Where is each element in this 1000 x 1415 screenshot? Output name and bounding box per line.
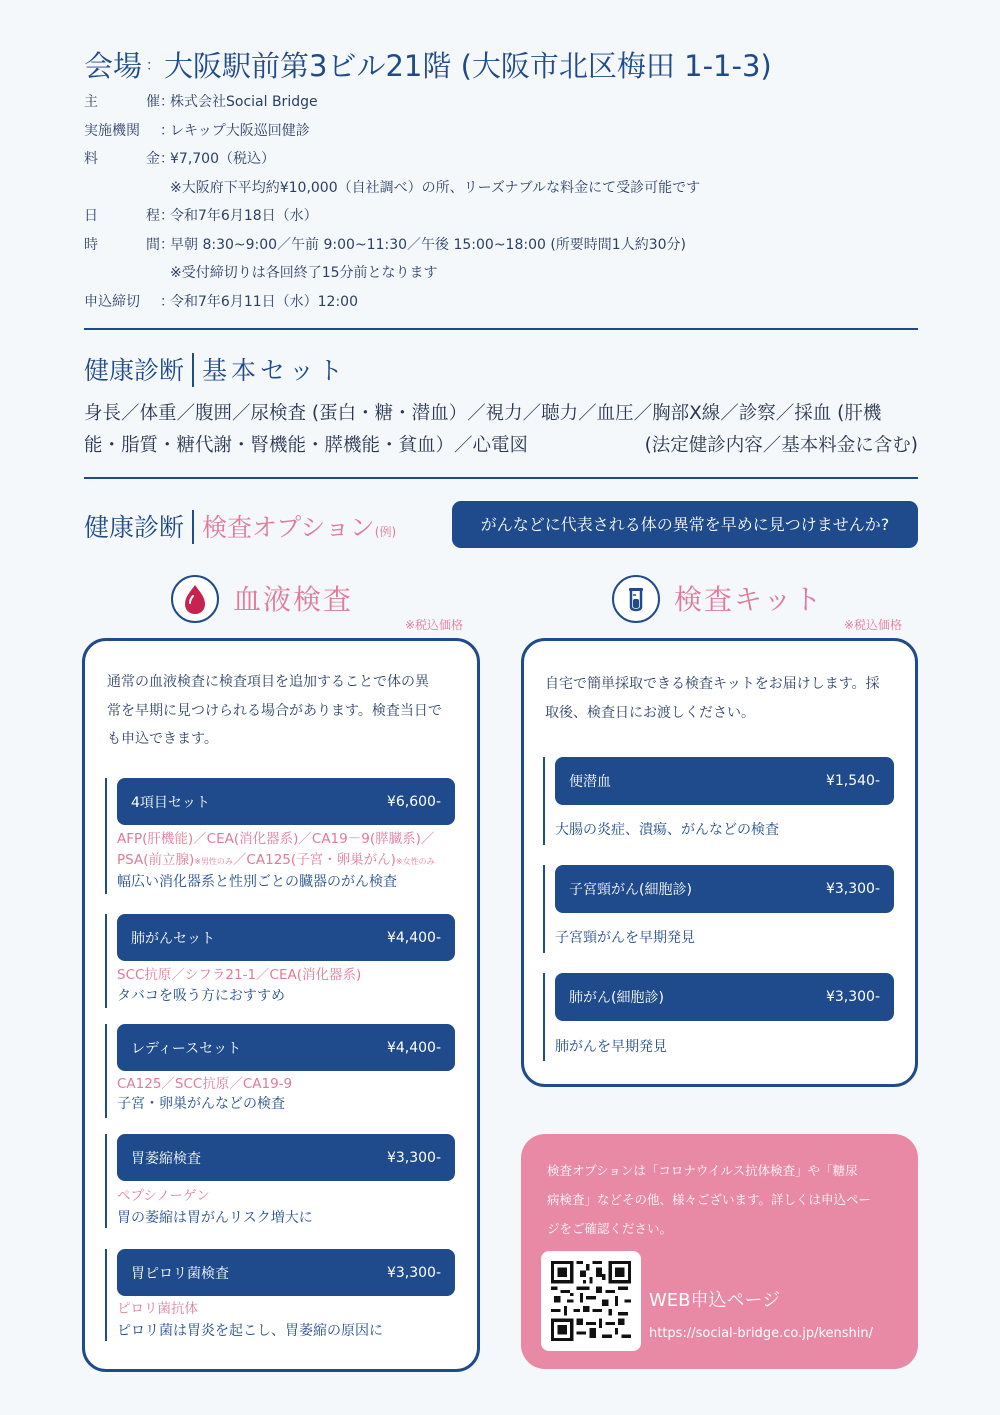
info-row-fee: 料 金 ： ¥7,700（税込） [84,145,700,174]
item-markers: PSA(前立腺)※男性のみ／CA125(子宮・卵巣がん)※女性のみ [117,852,435,868]
info-label: 料 [84,151,98,167]
info-value: ¥7,700（税込） [170,151,275,167]
info-label: 日 [84,208,98,224]
title-right: 基本セット [202,356,348,385]
item-markers: AFP(肝機能)／CEA(消化器系)／CA19－9(膵臓系)／ [117,831,435,847]
info-value: 早朝 8:30~9:00／午前 9:00~11:30／午後 15:00~18:00 (所要時間1人約30分) [170,236,686,253]
info-label: 間 [146,236,160,253]
divider [84,328,918,330]
item-price: ¥3,300- [386,1149,441,1166]
fee-note: ※大阪府下平均約¥10,000（自社調べ）の所、リーズナブルな料金にて受診可能です [170,179,701,196]
info-value: 株式会社Social Bridge [170,94,318,110]
info-label: 主 [84,94,98,110]
item-markers: CA125／SCC抗原／CA19-9 [117,1076,293,1092]
info-row-date: 日 程 ： 令和7年6月18日（水） [84,202,700,231]
basic-set-title [84,351,347,387]
venue-line [84,44,772,85]
item-accent-bar [543,973,545,1061]
item-price: ¥3,300- [825,881,880,897]
info-row-organizer: 実施機関 ： レキップ大阪巡回健診 [84,117,700,146]
venue-value: 大阪駅前第3ビル21階 (大阪市北区梅田 1-1-3) [164,49,772,83]
kit-item-cervical[interactable] [555,865,894,913]
blood-item-atrophy[interactable] [117,1134,455,1181]
blood-intro: 通常の血液検査に検査項目を追加することで体の異 常を早期に見つけられる場合があります。検査当日で も申込できます。 [107,674,442,747]
web-application-label: WEB申込ページ [649,1290,781,1311]
item-name: 肺がん(細胞診) [569,990,664,1006]
title-separator [192,353,194,387]
item-accent-bar [105,778,107,894]
promo-text: 検査オプションは「コロナウイルス抗体検査」や「糖尿 病検査」などその他、様々ございます。詳しくは申込ペー ジをご確認ください。 [547,1163,872,1236]
info-value: 令和7年6月11日（水）12:00 [170,293,358,310]
basic-items-line2: 能・脂質・糖代謝・腎機能・膵機能・貧血）／心電図 [84,435,529,456]
item-markers: SCC抗原／シフラ21-1／CEA(消化器系) [117,967,362,983]
info-value: 令和7年6月18日（水） [170,208,318,224]
item-price: ¥6,600- [386,793,441,810]
basic-set-items [84,398,918,462]
item-accent-bar [543,865,545,953]
kit-item-lung[interactable] [555,973,894,1021]
info-row-host: 主 催 ： 株式会社Social Bridge [84,88,700,117]
title-left: 健康診断 [84,513,185,542]
item-price: ¥1,540- [825,773,880,789]
venue-separator: ： [146,58,161,74]
options-title [84,508,396,544]
venue-label: 会場 [84,49,143,83]
item-accent-bar [105,1134,107,1228]
title-right: 検査オプション [202,513,375,542]
item-name: 肺がんセット [131,930,215,947]
kit-intro: 自宅で簡単採取できる検査キットをお届けします。採 取後、検査日にお渡しください。 [545,676,880,721]
item-price: ¥3,300- [825,989,880,1005]
info-row-time: 時 間 ： 早朝 8:30~9:00／午前 9:00~11:30／午後 15:00~18:00 (所要時間1人約30分) [84,231,700,260]
item-name: 胃ピロリ菌検査 [131,1265,229,1282]
title-example: (例) [374,525,397,539]
test-kit-label: 検査キット [674,583,824,616]
time-note: ※受付締切りは各回終了15分前となります [170,265,438,281]
options-tagline: がんなどに代表される体の異常を早めに見つけませんか? [452,501,918,548]
item-accent-bar [543,757,545,845]
item-accent-bar [105,1024,107,1118]
basic-items-line1: 身長／体重／腹囲／尿検査 (蛋白・糖・潜血）／視力／聴力／血圧／胸部X線／診察／採血 (肝機 [84,403,882,424]
item-description: 胃の萎縮は胃がんリスク増大に [117,1210,313,1226]
info-label: 催 [146,94,160,110]
web-application-box [521,1134,918,1369]
info-label: 程 [146,208,160,224]
item-description: 子宮頸がんを早期発見 [555,930,695,946]
item-name: 子宮頸がん(細胞診) [569,882,692,898]
blood-item-lung[interactable] [117,914,455,961]
event-info [84,88,700,316]
item-description: 子宮・卵巣がんなどの検査 [117,1096,285,1112]
info-label: 申込締切 [84,293,140,310]
basic-items-note: (法定健診内容／基本料金に含む) [644,435,918,456]
blood-test-label: 血液検査 [233,583,354,616]
title-separator [192,510,194,544]
item-description: タバコを吸う方におすすめ [117,988,285,1004]
item-price: ¥3,300- [386,1264,441,1281]
blood-item-ladies[interactable] [117,1024,455,1071]
title-left: 健康診断 [84,356,185,385]
web-application-link[interactable]: https://social-bridge.co.jp/kenshin/ [649,1326,873,1341]
item-name: 便潜血 [569,774,611,790]
item-accent-bar [105,914,107,1008]
item-markers: ペプシノーゲン [117,1188,210,1204]
item-price: ¥4,400- [386,929,441,946]
info-row-deadline: 申込締切 ： 令和7年6月11日（水）12:00 [84,288,700,317]
blood-item-pylori[interactable] [117,1249,455,1296]
item-description: 肺がんを早期発見 [555,1039,667,1055]
info-label: 実施機関 [84,122,140,139]
item-description: 大腸の炎症、潰瘍、がんなどの検査 [555,822,779,838]
info-label: 時 [84,236,98,253]
tax-note: ※税込価格 [405,618,464,632]
info-label: 金 [146,151,160,167]
info-value: レキップ大阪巡回健診 [170,122,310,139]
item-description: 幅広い消化器系と性別ごとの臓器のがん検査 [117,874,397,890]
qr-code[interactable] [541,1251,641,1351]
test-tube-icon [612,575,660,623]
item-name: レディースセット [131,1040,242,1057]
blood-drop-icon [171,575,219,623]
item-price: ¥4,400- [386,1039,441,1056]
item-markers: ピロリ菌抗体 [117,1301,198,1317]
item-accent-bar [105,1249,107,1341]
divider [84,477,918,479]
item-description: ピロリ菌は胃炎を起こし、胃萎縮の原因に [117,1323,383,1339]
kit-item-fecal-blood[interactable] [555,757,894,805]
item-name: 胃萎縮検査 [131,1150,201,1167]
blood-item-4set[interactable] [117,778,455,825]
tax-note: ※税込価格 [844,618,903,632]
item-name: 4項目セット [131,794,210,811]
